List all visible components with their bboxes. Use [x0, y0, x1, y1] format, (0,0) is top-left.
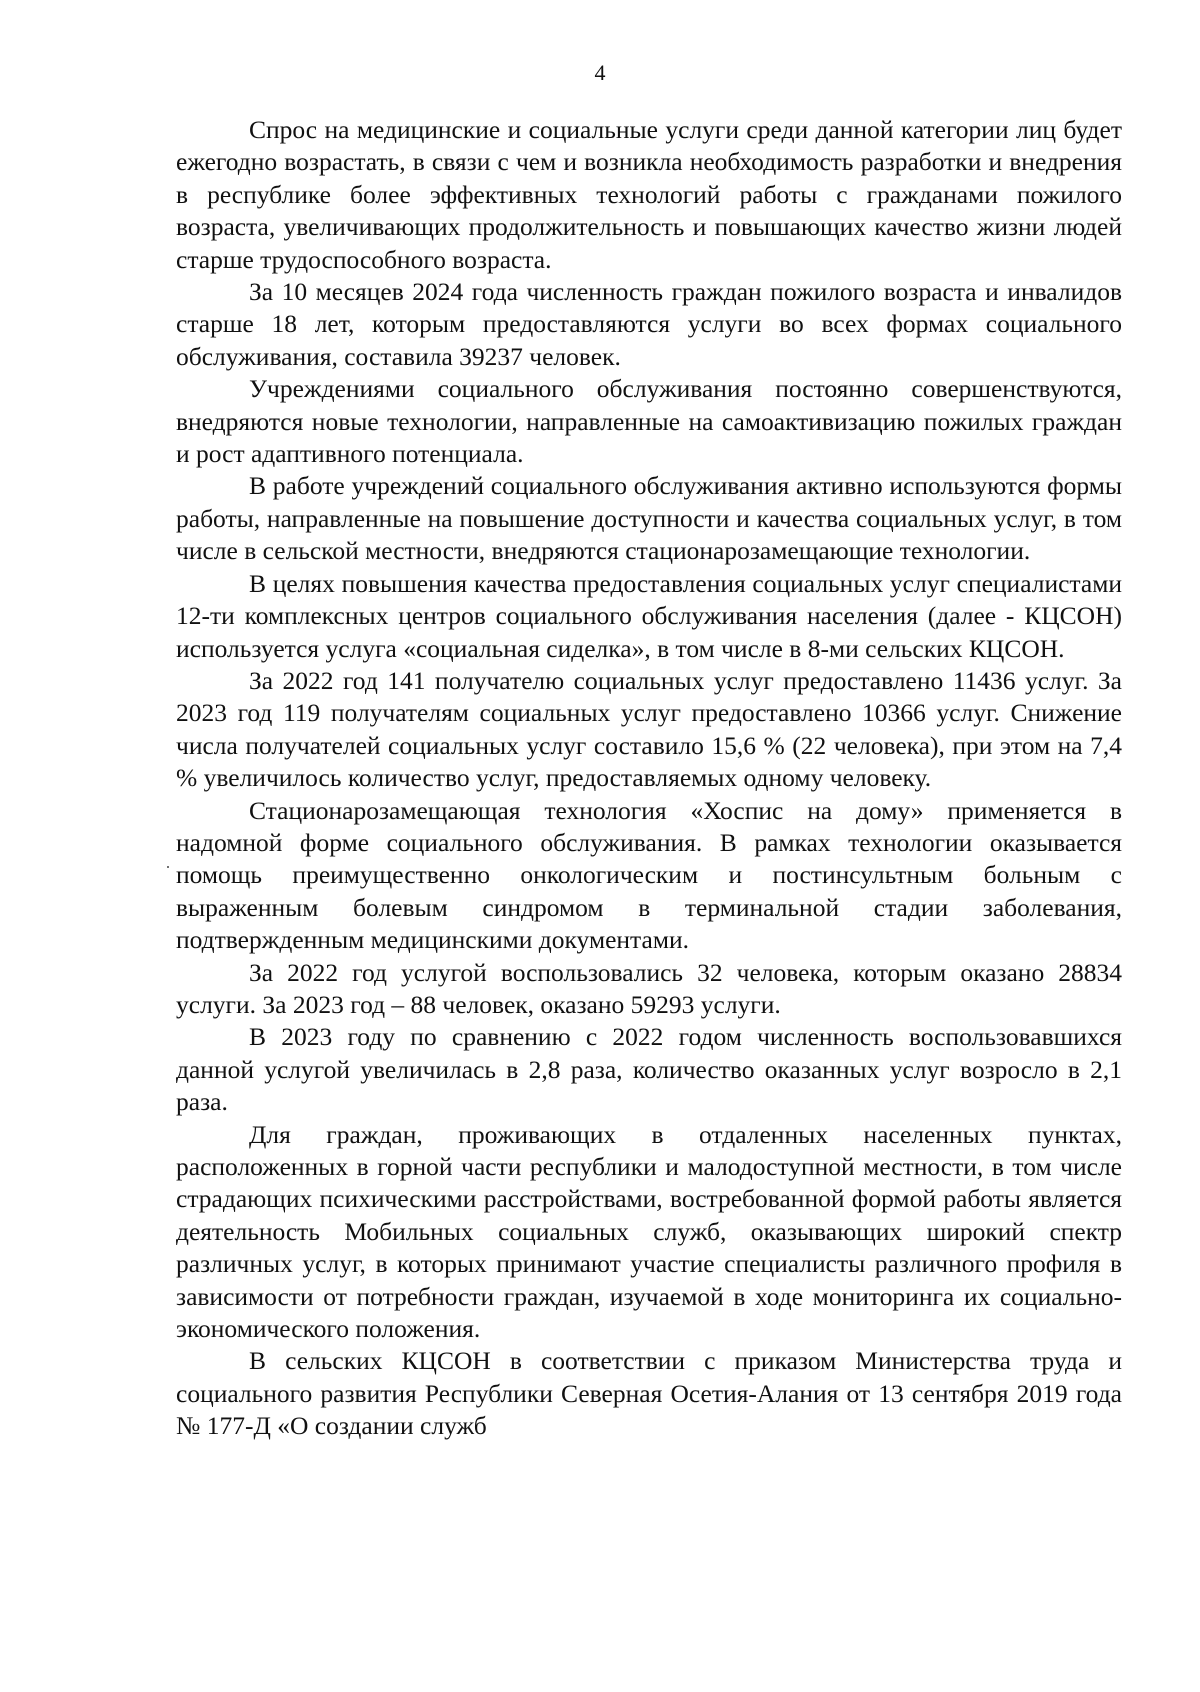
- paragraph-recipients-2024: За 10 месяцев 2024 года численность граждан пожилого возраста и инвалидов старше 18 лет, которым предоставляются услуги во всех формах социального обслуживания, составила 39237 человек.: [176, 277, 1122, 371]
- paragraph-social-caregiver: В целях повышения качества предоставления социальных услуг специалистами 12-ти комплексных центров социального обслуживания населения (далее - КЦСОН) используется услуга «социальная сиделка», в том числе в 8-ми сельских КЦСОН.: [176, 568, 1122, 663]
- document-body: [176, 114, 1122, 1443]
- paragraph-caregiver-stats: За 2022 год 141 получателю социальных услуг предоставлено 11436 услуг. За 2023 год 119 получателям социальных услуг предоставлено 10366 услуг. Снижение числа получателей социальных услуг составило 15,6 % (22 человека), при этом на 7,4 % увеличилось количество услуг, предоставляемых одному человеку.: [176, 665, 1122, 793]
- paragraph-home-hospice: Стационарозамещающая технология «Хоспис на дому» применяется в надомной форме социального обслуживания. В рамках технологии оказывается помощь преимущественно онкологическим и постинсультным больным с выраженным болевым синдромом в терминальной стадии заболевания, подтвержденным медицинскими документами.: [176, 795, 1122, 955]
- paragraph-hospice-stats: За 2022 год услугой воспользовались 32 человека, которым оказано 28834 услуги. За 2023 год – 88 человек, оказано 59293 услуги.: [176, 957, 1122, 1019]
- paragraph-work-forms: В работе учреждений социального обслуживания активно используются формы работы, направленные на повышение доступности и качества социальных услуг, в том числе в сельской местности, внедряются стационарозамещающие технологии.: [176, 471, 1122, 566]
- page-number: 4: [594, 60, 606, 85]
- paragraph-mobile-services: Для граждан, проживающих в отдаленных населенных пунктах, расположенных в горной части республики и малодоступной местности, в том числе страдающих психическими расстройствами, востребованной формой работы является деятельность Мобильных социальных служб, оказывающих широкий спектр различных услуг, в которых принимают участие специалисты различного профиля в зависимости от потребности граждан, изучаемой в ходе мониторинга их социально-экономического положения.: [176, 1119, 1122, 1344]
- scan-speck: [167, 866, 169, 868]
- paragraph-demand-growth: Спрос на медицинские и социальные услуги среди данной категории лиц будет ежегодно возрастать, в связи с чем и возникла необходимость разработки и внедрения в республике более эффективных технологий работы с гражданами пожилого возраста, увеличивающих продолжительность и повышающих качество жизни людей старше трудоспособного возраста.: [176, 115, 1122, 274]
- paragraph-hospice-growth: В 2023 году по сравнению с 2022 годом численность воспользовавшихся данной услугой увеличилась в 2,8 раза, количество оказанных услуг возросло в 2,1 раза.: [176, 1022, 1122, 1117]
- paragraph-rural-kcson: В сельских КЦСОН в соответствии с приказом Министерства труда и социального развития Республики Северная Осетия-Алания от 13 сентября 2019 года № 177-Д «О создании служб: [176, 1346, 1122, 1441]
- paragraph-new-technologies: Учреждениями социального обслуживания постоянно совершенствуются, внедряются новые технологии, направленные на самоактивизацию пожилых граждан и рост адаптивного потенциала.: [176, 374, 1122, 469]
